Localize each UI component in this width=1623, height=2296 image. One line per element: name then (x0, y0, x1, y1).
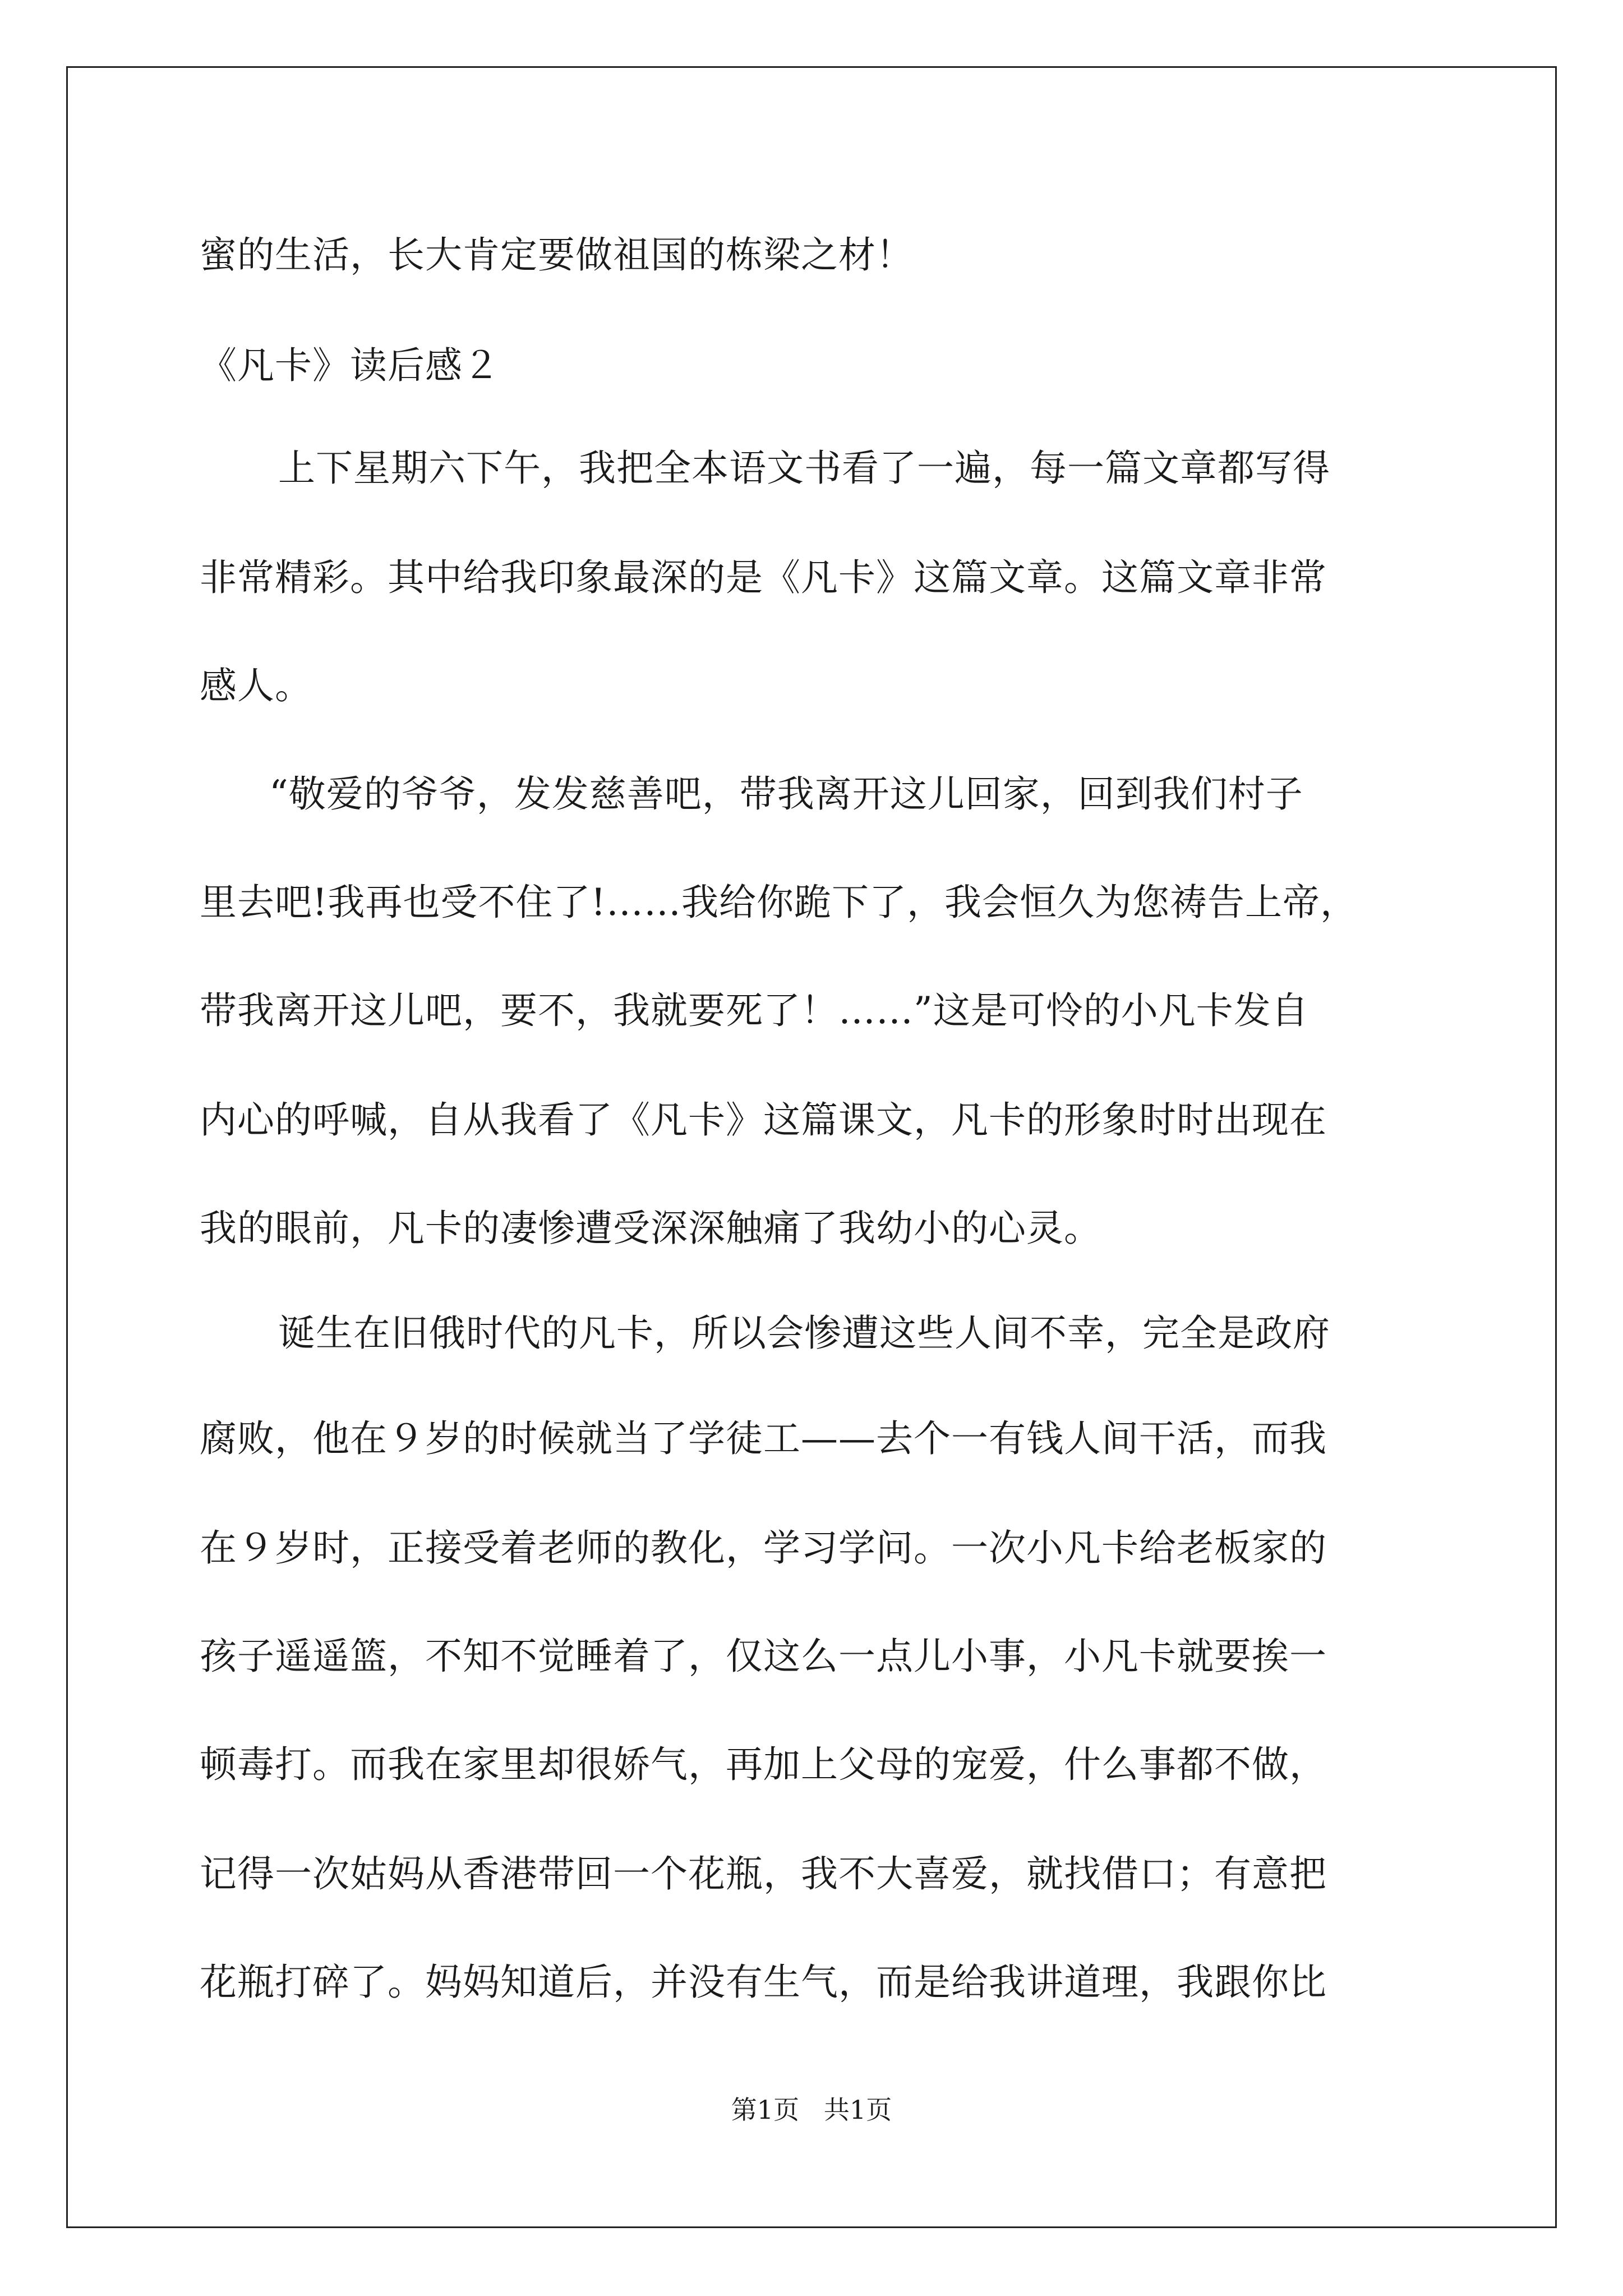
text-line: 腐败，他在９岁的时候就当了学徒工——去个一有钱人间干活，而我 (200, 1417, 1327, 1460)
text-line: 我的眼前，凡卡的凄惨遭受深深触痛了我幼小的心灵。 (200, 1207, 1101, 1250)
text-line: 孩子遥遥篮，不知不觉睡着了，仅这么一点儿小事，小凡卡就要挨一 (200, 1635, 1327, 1678)
text-line: 记得一次姑妈从香港带回一个花瓶，我不大喜爱，就找借口；有意把 (200, 1852, 1327, 1895)
text-line: 里去吧!我再也受不住了!……我给你跪下了，我会恒久为您祷告上帝， (200, 881, 1358, 924)
page-footer: 第1页 共1页 (731, 2095, 892, 2125)
page-border (66, 66, 1557, 2228)
text-line: 上下星期六下午，我把全本语文书看了一遍，每一篇文章都写得 (278, 447, 1330, 490)
section-title: 《凡卡》读后感２ (200, 344, 500, 387)
text-line: 诞生在旧俄时代的凡卡，所以会惨遭这些人间不幸，完全是政府 (278, 1312, 1330, 1355)
text-line: “敬爱的爷爷，发发慈善吧，带我离开这儿回家，回到我们村子 (269, 772, 1303, 816)
text-line: 顿毒打。而我在家里却很娇气，再加上父母的宠爱，什么事都不做， (200, 1743, 1327, 1786)
text-line: 蜜的生活，长大肯定要做祖国的栋梁之材！ (200, 233, 914, 277)
text-line: 感人。 (200, 664, 312, 707)
text-line: 带我离开这儿吧，要不，我就要死了！……”这是可怜的小凡卡发自 (200, 989, 1309, 1032)
text-line: 非常精彩。其中给我印象最深的是《凡卡》这篇文章。这篇文章非常 (200, 556, 1327, 599)
text-line: 花瓶打碎了。妈妈知道后，并没有生气，而是给我讲道理，我跟你比 (200, 1961, 1327, 2004)
text-line: 在９岁时，正接受着老师的教化，学习学问。一次小凡卡给老板家的 (200, 1526, 1327, 1570)
text-line: 内心的呼喊，自从我看了《凡卡》这篇课文，凡卡的形象时时出现在 (200, 1098, 1327, 1142)
